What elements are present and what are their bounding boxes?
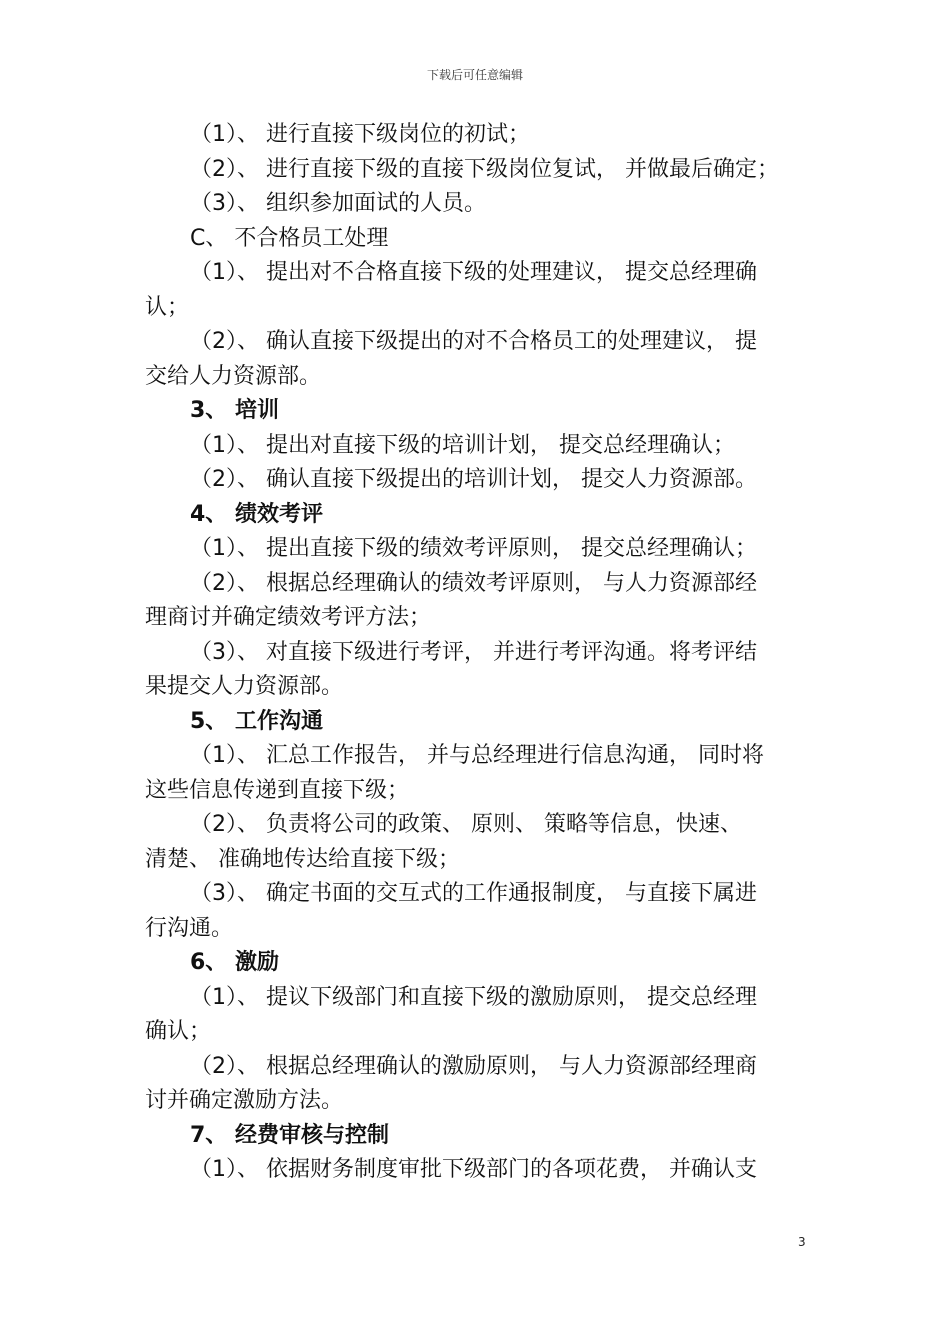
section-heading: 3、 培训 [190, 398, 279, 423]
section-heading: 4、 绩效考评 [190, 501, 323, 527]
document-body [145, 118, 810, 1188]
text-line: 认； [145, 294, 190, 320]
text-line: 这些信息传递到直接下级； [145, 777, 410, 803]
text-line: 交给人力资源部。 [145, 363, 322, 389]
section-heading: 6、 激励 [190, 950, 279, 975]
text-line: （3）、 确定书面的交互式的工作通报制度， 与直接下属进 [190, 881, 757, 906]
text-line: （2）、 根据总经理确认的激励原则， 与人力资源部经理商 [190, 1053, 757, 1079]
text-line: （1）、 提议下级部门和直接下级的激励原则， 提交总经理 [190, 984, 757, 1010]
section-heading: 5、 工作沟通 [190, 708, 323, 734]
page-header: 下载后可任意编辑 [426, 68, 523, 82]
section-heading: 7、 经费审核与控制 [190, 1122, 389, 1148]
text-line: 讨并确定激励方法。 [145, 1088, 344, 1113]
text-line: （1）、 汇总工作报告， 并与总经理进行信息沟通， 同时将 [190, 743, 764, 768]
text-line: 确认； [145, 1019, 212, 1044]
text-line: （1）、 提出对直接下级的培训计划， 提交总经理确认； [190, 432, 735, 458]
text-line: （3）、 组织参加面试的人员。 [190, 191, 486, 216]
text-line: 理商讨并确定绩效考评方法； [145, 605, 432, 630]
text-line: （1）、 依据财务制度审批下级部门的各项花费， 并确认支 [190, 1157, 757, 1182]
text-line: （1）、 提出直接下级的绩效考评原则， 提交总经理确认； [190, 536, 757, 561]
text-line: （3）、 对直接下级进行考评， 并进行考评沟通。将考评结 [190, 639, 757, 665]
text-line: （2）、 根据总经理确认的绩效考评原则， 与人力资源部经 [190, 570, 757, 596]
text-line: （2）、 确认直接下级提出的培训计划， 提交人力资源部。 [190, 467, 757, 492]
text-line: （2）、 进行直接下级的直接下级岗位复试， 并做最后确定； [190, 156, 779, 182]
text-line: （2）、 确认直接下级提出的对不合格员工的处理建议， 提 [190, 329, 757, 354]
text-line: C、 不合格员工处理 [190, 225, 389, 251]
text-line: 果提交人力资源部。 [145, 674, 344, 699]
text-line: （2）、 负责将公司的政策、 原则、 策略等信息，快速、 [190, 812, 742, 837]
text-line: （1）、 提出对不合格直接下级的处理建议， 提交总经理确 [190, 260, 757, 285]
text-line: 行沟通。 [145, 915, 234, 941]
text-line: 清楚、 准确地传达给直接下级； [145, 846, 460, 872]
text-line: （1）、 进行直接下级岗位的初试； [190, 122, 530, 147]
page-number: 3 [798, 1235, 806, 1249]
